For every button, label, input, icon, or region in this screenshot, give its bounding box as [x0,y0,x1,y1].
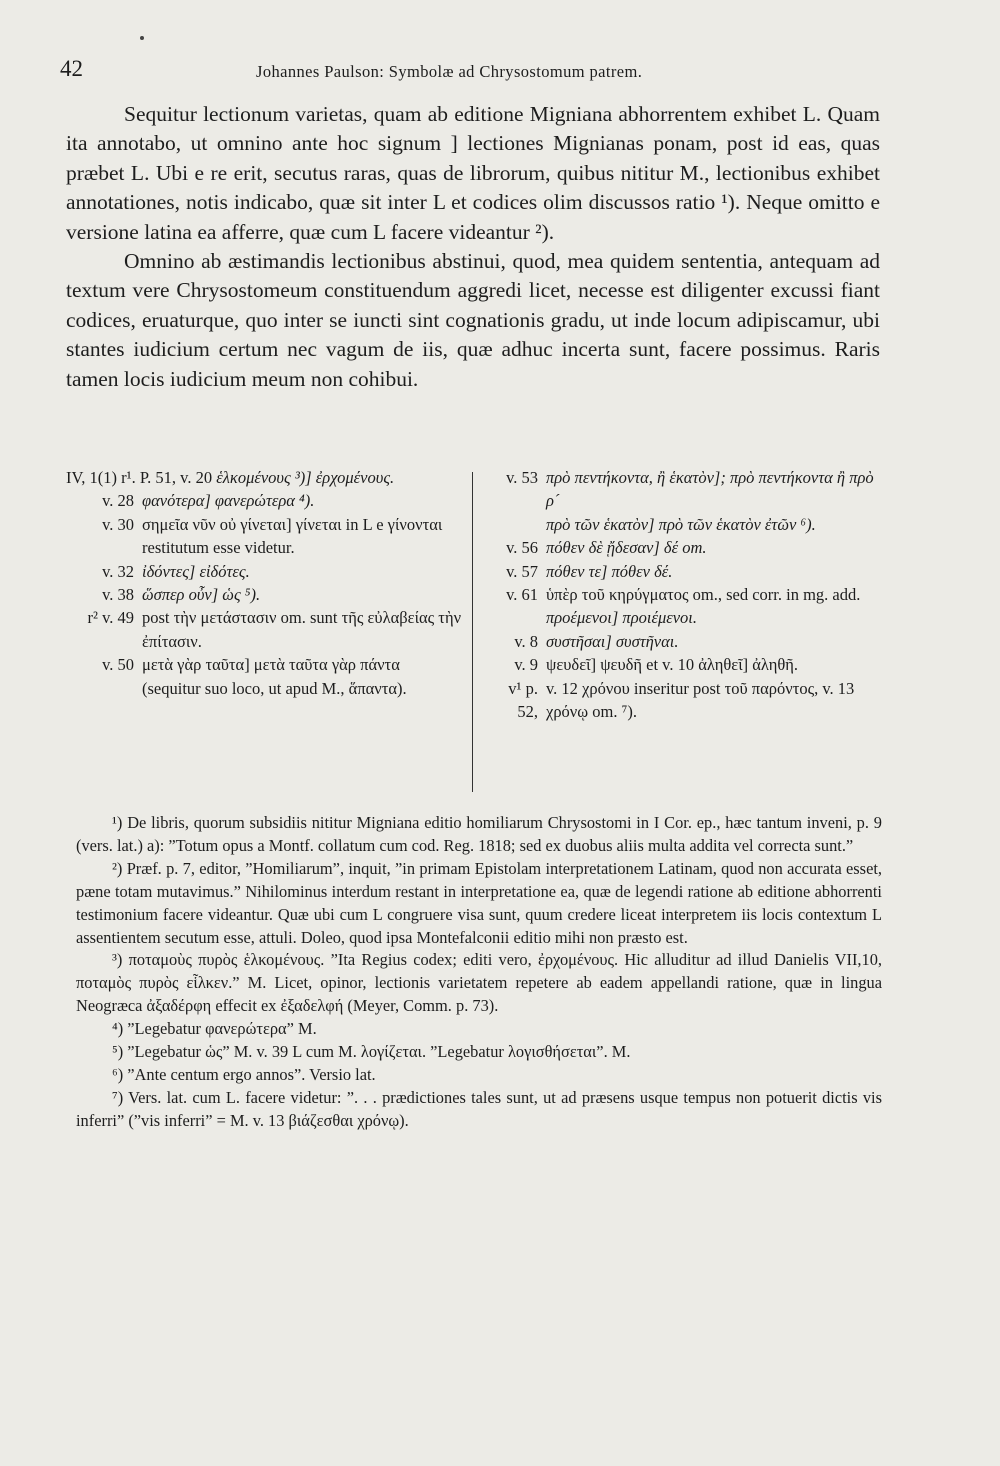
reading-entry [486,583,882,606]
reading-label: v. 57 [506,561,538,581]
footnote: ¹) De libris, quorum subsidiis nititur Migniana editio homiliarum Chrysostomi in I Cor. ep., hæc tantum inveni, p. 9 (vers. lat.) a): ”Totum opus a Montf. collatum cum cod. Reg. 1818; sed ex duobus aliis multa addita vel correcta sunt.” [76,813,882,855]
reading-label: v. 30 [102,514,134,534]
reading-entry [486,653,882,676]
reading-label: v. 32 [102,561,134,581]
reading-text: μετὰ γὰρ ταῦτα] μετὰ ταῦτα γὰρ πάντα (sequitur suo loco, ut apud M., ἅπαντα). [142,655,407,698]
reading-entry [66,653,462,700]
footnote: ⁴) ”Legebatur φανερώτερα” M. [112,1019,317,1039]
right-column [486,466,882,723]
reading-text: post τὴν μετάστασιν om. sunt τῆς εὐλαβείας τὴν ἐπίτασιν. [142,608,462,651]
footnote: ⁵) ”Legebatur ὡς” M. v. 39 L cum M. λογίζεται. ”Legebatur λογισθήσεται”. M. [112,1042,631,1062]
paragraph: Omnino ab æstimandis lectionibus abstinui, quod, mea quidem sententia, antequam ad textum vere Chrysostomeum constituendum aggredi licet, necesse est diligenter excussi fiant codices, eruaturque, quo inter se iuncti sint cognationis gradu, ut inde locum adipiscamur, ubi stantes iudicium certum nec vagum de iis, quæ adhuc incerta sunt, facere possimus. Raris tamen locis iudicium meum non cohibui. [66,249,880,391]
reading-label: v. 8 [514,631,538,651]
main-text [66,100,880,394]
reading-entry [486,630,882,653]
footnote: ⁷) Vers. lat. cum L. facere videtur: ”. . . prædictiones tales sunt, ut ad præsens usque tempus non potuerit dictis vis inferri” (”vis inferri” = M. v. 13 βιάζεσθαι χρόνῳ). [76,1087,882,1130]
reading-label: v. 38 [102,585,134,605]
left-column [66,466,462,700]
reading-label: v¹ p. 52, [508,678,538,722]
column-divider [472,472,473,792]
ink-dot [140,36,144,40]
reading-text: ὥσπερ οὖν] ὡς ⁵). [142,585,261,605]
reading-text: πόθεν δὲ ᾔδεσαν] δέ om. [546,538,707,558]
footnote: ⁶) ”Ante centum ergo annos”. Versio lat. [112,1064,376,1084]
reading-label: v. 9 [514,655,538,675]
reading-entry [66,513,462,560]
reading-entry [486,513,882,536]
reading-entry [486,536,882,559]
reading-entry [486,677,882,724]
running-head: Johannes Paulson: Symbolæ ad Chrysostomum patrem. [256,62,643,81]
reading-text: ἰδόντες] εἰδότες. [142,561,250,581]
reading-entry [66,466,462,489]
reading-entry [486,606,882,629]
page-header [60,56,880,86]
reading-label: v. 61 [506,585,538,605]
reading-text: πόθεν τε] πόθεν δέ. [546,561,673,581]
footnotes [76,812,882,1133]
page-number: 42 [60,56,83,81]
reading-label: v. 53 [506,468,538,487]
reading-label: IV, 1(1) r¹. P. 51, v. 20 [66,468,213,487]
reading-label: v. 56 [506,538,538,558]
reading-text: v. 12 χρόνου inseritur post τοῦ παρόντος, v. 13 χρόνῳ om. ⁷). [546,678,855,722]
reading-entry [486,466,882,513]
reading-text: πρὸ τῶν ἑκατὸν] πρὸ τῶν ἑκατὸν ἐτῶν ⁶). [546,514,816,534]
reading-text: ὑπὲρ τοῦ κηρύγματος om., sed corr. in mg. add. [546,585,861,605]
reading-text: ἑλκομένους ³)] ἐρχομένους. [216,468,395,487]
reading-label: v. 50 [102,655,134,675]
reading-label: v. 28 [102,491,134,511]
reading-text: φανότερα] φανερώτερα ⁴). [142,491,315,511]
footnote: ³) ποταμοὺς πυρὸς ἑλκομένους. ”Ita Regius codex; editi vero, ἐρχομένους. Hic alluditur ad illud Danielis VII,10, ποταμὸς πυρὸς εἷλκεν.” M. Licet, opinor, lectionis varietatem repetere ab eadem appellandi ratione, quæ in lingua Neogræca ἀξαδέρφη effecit ex ἐξαδελφή (Meyer, Comm. p. 73). [76,950,882,1016]
reading-entry [66,583,462,606]
variant-readings [66,466,882,798]
reading-entry [66,489,462,512]
reading-text: συστῆσαι] συστῆναι. [546,631,679,651]
footnote: ²) Præf. p. 7, editor, ”Homiliarum”, inquit, ”in primam Epistolam interpretationem Latinam, quod non accurata esset, pæne totam mutavimus.” Nihilominus interdum restant in interpretatione ea, quæ de legendi ratione ab editione abhorrenti testimonium facere videantur. Quæ ubi cum L congruere visa sunt, quum credere liceat interpretem iis locis contextum L assentientem secutum esse, attuli. Doleo, quod ipsa Montefalconii editio mihi non præsto est. [76,858,882,947]
paragraph: Sequitur lectionum varietas, quam ab editione Migniana abhorrentem exhibet L. Quam ita annotabo, ut omnino ante hoc signum ] lectiones Mignianas ponam, post id eas, quas præbet L. Ubi e re erit, secutus raras, quas de librorum, quibus nititur M., lectionibus exhibet annotationes, notis indicabo, quæ sit inter L et codices olim discussos ratio ¹). Neque omitto e versione latina ea afferre, quæ cum L facere videantur ²). [66,102,880,244]
reading-text: πρὸ πεντήκοντα, ἢ ἑκατὸν]; πρὸ πεντήκοντα ἢ πρὸ ρ´ [546,468,874,511]
reading-label: r² v. 49 [87,608,134,628]
reading-entry [66,560,462,583]
reading-text: προέμενοι] προιέμενοι. [546,608,698,628]
reading-entry [66,606,462,653]
reading-entry [486,560,882,583]
reading-text: ψευδεῖ] ψευδῆ et v. 10 ἀληθεῖ] ἀληθῆ. [546,655,799,675]
reading-text: σημεῖα νῦν οὐ γίνεται] γίνεται in L e γίνονται restitutum esse videtur. [142,514,443,558]
